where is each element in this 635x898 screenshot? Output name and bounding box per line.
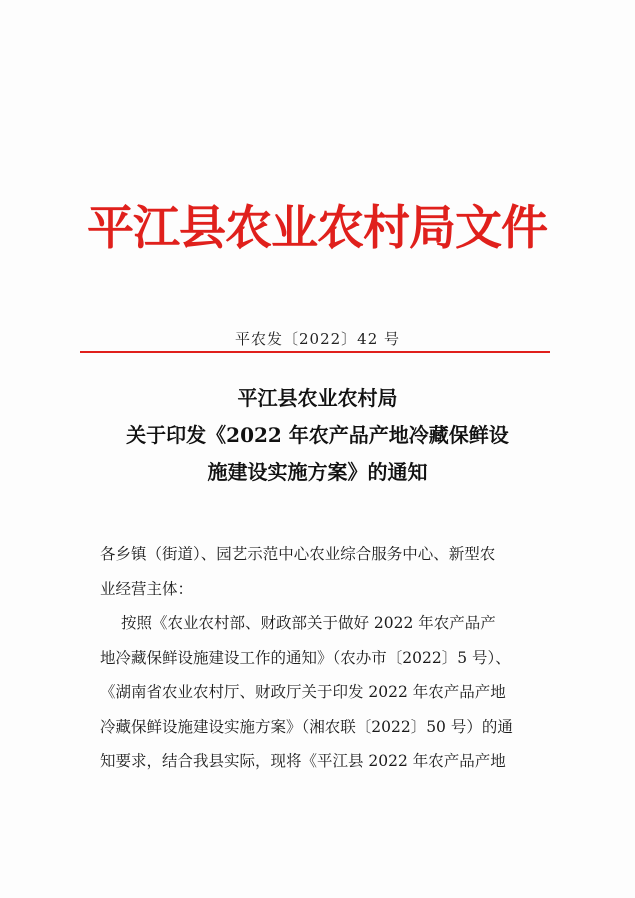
red-divider-line [80,351,550,353]
heading-line-2: 关于印发《2022 年农产品产地冷藏保鲜设 [126,423,509,447]
heading-line-1: 平江县农业农村局 [237,386,398,410]
document-number: 平农发〔2022〕42 号 [234,330,401,348]
body-line-addressee-1: 各乡镇（街道）、园艺示范中心农业综合服务中心、新型农 [100,545,496,563]
document-body [90,537,550,779]
issuer-title: 平江县农业农村局文件 [87,201,547,256]
heading-line-3: 施建设实施方案》的通知 [207,460,428,484]
body-line: 冷藏保鲜设施建设实施方案》（湘农联〔2022〕50 号）的通 [100,717,513,736]
body-line: 地冷藏保鲜设施建设工作的通知》（农办市〔2022〕5 号）、 [100,648,511,667]
body-line-paragraph-start: 按照《农业农村部、财政部关于做好 2022 年农产品产 [121,614,496,632]
document-heading [60,380,575,491]
body-line: 《湖南省农业农村厅、财政厅关于印发 2022 年农产品产地 [100,683,506,701]
body-line-addressee-2: 业经营主体： [100,579,194,598]
body-line: 知要求，结合我县实际，现将《平江县 2022 年农产品产地 [100,752,506,770]
